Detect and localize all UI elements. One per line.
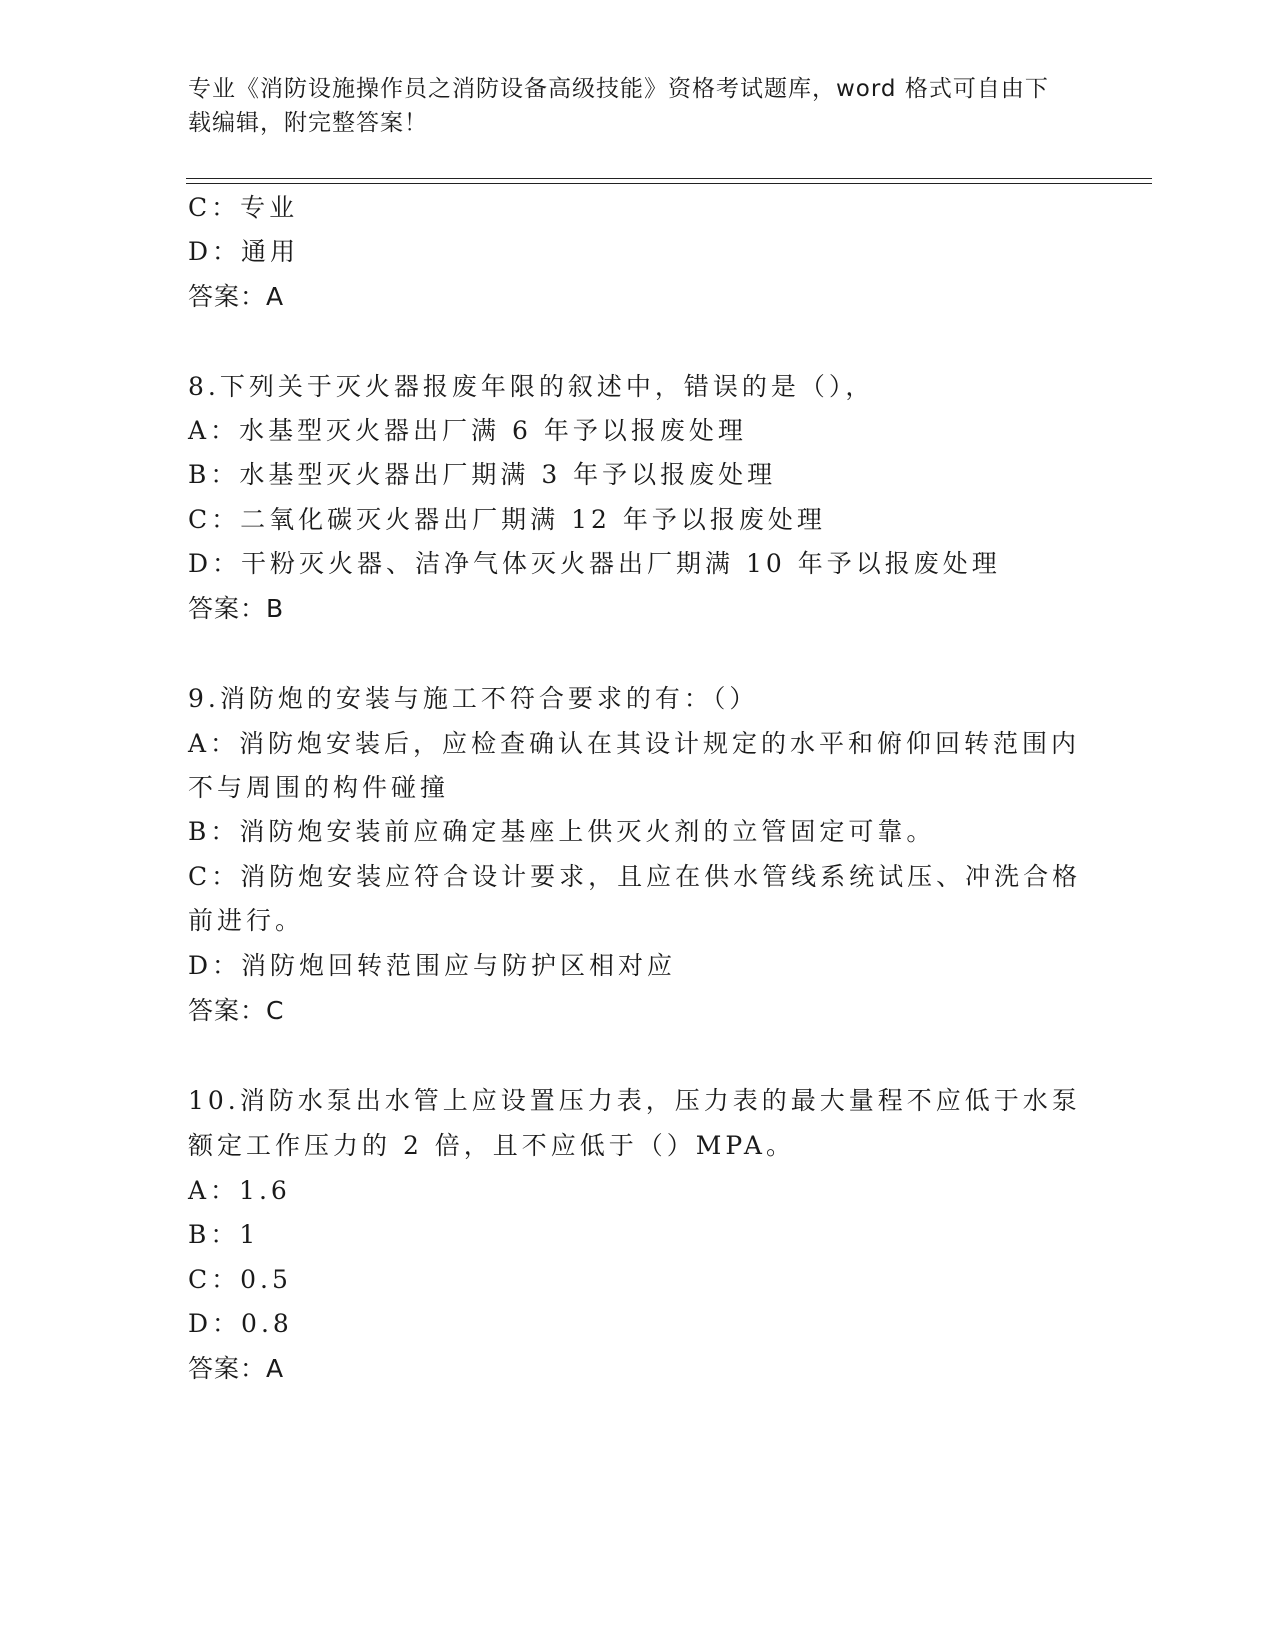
q9-option-d: D：消防炮回转范围应与防护区相对应 (188, 951, 677, 980)
q9-option-a-line-2: 不与周围的构件碰撞 (188, 773, 450, 802)
q9-option-c-line-2: 前进行。 (188, 906, 305, 935)
q10-option-b: B：1 (188, 1220, 260, 1249)
q7-answer: 答案：A (188, 282, 285, 311)
q9-option-b: B：消防炮安装前应确定基座上供灭火剂的立管固定可靠。 (188, 817, 936, 846)
q9-stem: 9.消防炮的安装与施工不符合要求的有：（） (188, 684, 759, 713)
q10-stem-line-2: 额定工作压力的 2 倍，且不应低于（）MPA。 (188, 1131, 795, 1160)
q8-option-d: D：干粉灭火器、洁净气体灭火器出厂期满 10 年予以报废处理 (188, 549, 1001, 578)
q8-option-a: A：水基型灭火器出厂满 6 年予以报废处理 (188, 416, 747, 445)
q8-answer: 答案：B (188, 594, 285, 623)
q8-stem: 8.下列关于灭火器报废年限的叙述中，错误的是（）， (188, 372, 875, 401)
q10-answer: 答案：A (188, 1354, 285, 1383)
q10-stem-line-1: 10.消防水泵出水管上应设置压力表，压力表的最大量程不应低于水泵 (188, 1086, 1081, 1115)
header-rule-bottom (186, 183, 1152, 184)
q9-option-c-line-1: C：消防炮安装应符合设计要求，且应在供水管线系统试压、冲洗合格 (188, 862, 1082, 891)
q10-option-a: A：1.6 (188, 1176, 291, 1205)
q7-option-d: D：通用 (188, 237, 300, 266)
q7-option-c: C：专业 (188, 193, 299, 222)
q9-answer: 答案：C (188, 996, 285, 1025)
q10-option-d: D：0.8 (188, 1309, 293, 1338)
header-line-1: 专业《消防设施操作员之消防设备高级技能》资格考试题库，word 格式可自由下 (188, 76, 1049, 102)
document-header (188, 72, 1088, 140)
q8-option-b: B：水基型灭火器出厂期满 3 年予以报废处理 (188, 460, 777, 489)
header-rule-top (186, 178, 1152, 179)
q9-option-a-line-1: A：消防炮安装后，应检查确认在其设计规定的水平和俯仰回转范围内 (188, 729, 1081, 758)
header-line-2: 载编辑，附完整答案！ (188, 110, 428, 136)
q10-option-c: C：0.5 (188, 1265, 292, 1294)
q8-option-c: C：二氧化碳灭火器出厂期满 12 年予以报废处理 (188, 505, 826, 534)
